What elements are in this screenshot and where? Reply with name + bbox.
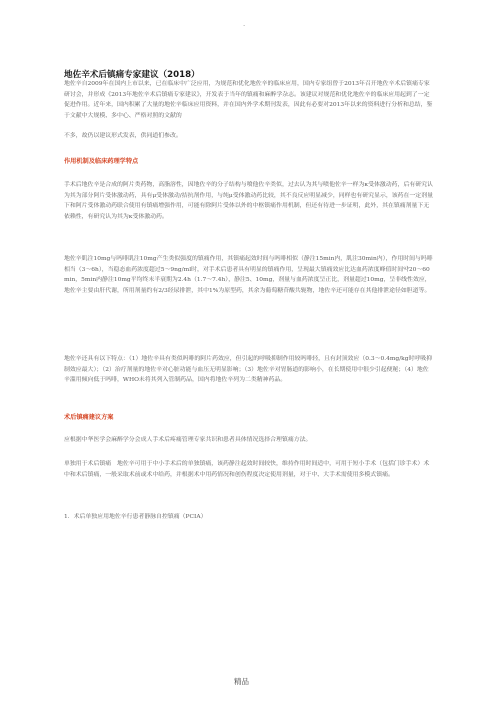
note-paragraph: 不多，故仍以建议形式发表，供同道们参改。	[64, 133, 182, 139]
pharmacology-paragraph-3: 地佐辛还具有以下特点：（1）地佐辛具有类似吗啡的阿片药效应，但引起的呼吸抑制作用较吗啡轻，且有封顶效应（0.3～0.4mg/kg时呼吸抑制效应最大）；（2）治疗剂量的地佐辛对心脏功能与血压无明显影响；（3）地佐辛对胃肠道的影响小，在长期使用中很少引起便秘；（4）地佐辛滥用倾向低于吗啡，WHO未将其列入管制药品，国内将地佐辛列为二类精神药品。	[64, 356, 433, 384]
pharmacology-paragraph-2: 地佐辛肌注10mg与吗啡肌注10mg产生类似强度的镇痛作用，其镇痛起效时间与吗啡相似（静注15min内，肌注30min内），作用时间与吗啡相当（3～6h），当稳态血药浓度超过5～9ng/ml时，对手术后患者具有明显的镇痛作用，呈现最大镇痛效应比达血药浓度峰值时间약20～60min，5min内静注10mg平均终末半衰期为2.4h（1.7～7.4h），静注5、10mg，剂量与血药浓度呈正比，剂量超过10mg，呈非线性效应，地佐辛主要由肝代谢，所用剂量约有2/3经尿排泄，其中1%为原型药，其余为葡萄糖苷酸共轭物，地佐辛还可能存在其他排泄途径如胆道等。	[64, 256, 433, 294]
analgesia-plan-paragraph-1: 应根据中华医学会麻醉学分会成人手术后疼痛管理专家共识和患者具体情况选择合理镇痛方法。	[64, 437, 312, 443]
header-mark: ·	[243, 22, 246, 30]
page-footer: 精品	[234, 677, 249, 686]
analgesia-plan-paragraph-2: 单独用于术后镇痛 地佐辛可用于中小手术后的单独镇痛，该药静注起效时间较快，维持作用时间适中，可用于短小手术（包括门诊手术）术中和术后镇痛，一般采取术前或术中给药，并根据术中用药情况和创伤程度决定使用剂量，对于中、大手术需使用多模式镇痛。	[64, 461, 430, 478]
pharmacology-paragraph-1: 手术后地佐辛是合成的阿片类药物，高脂溶性，因地佐辛的分子结构与喷他佐辛类似，过去认为其与喷他佐辛一样为κ受体激动药，后有研究认为其为部分阿片受体激动药，具有μ受体激动/拮抗剂作用，与纯μ受体激动药比较，其不良反应明显减少，同样也有研究显示，该药在一定剂量下和阿片受体激动药联合使用有镇痛增强作用，可能有除阿片受体以外的中枢镇痛作用机制，但还有待进一步证明，此外，其在镇痛剂量下无依赖性，有研究认为其为κ受体激动药。	[64, 182, 433, 220]
section-heading-pharmacology: 作用机制及临床药理学特点	[64, 158, 139, 165]
intro-paragraph: 地佐辛自2009年在国内上市以来，已在临床中广泛应用，为规范和优化地佐辛的临床应用，国内专家组曾于2013年召开地佐辛术后镇痛专家研讨会，并形成《2013年地佐辛术后镇痛专家建议》，开发表于当年的镇痛和麻醉学杂志。该建议对规范和优化地佐辛的临床应用起到了一定促进作用。近年来，国内积累了大量的地佐辛临床应用资料，并在国内外学术期刊发表，因此有必要对2013年以来的资料进行分析和总结，鉴于文献中大规模、多中心、严格对照的文献的	[64, 81, 433, 119]
document-title: 地佐辛术后镇痛专家建议（2018）	[64, 70, 200, 80]
section-heading-analgesia-plan: 术后镇痛建议方案	[64, 414, 114, 421]
pcia-item: 1．术后单独应用地佐辛行患者静脉自控镇痛（PCIA）	[64, 514, 207, 520]
